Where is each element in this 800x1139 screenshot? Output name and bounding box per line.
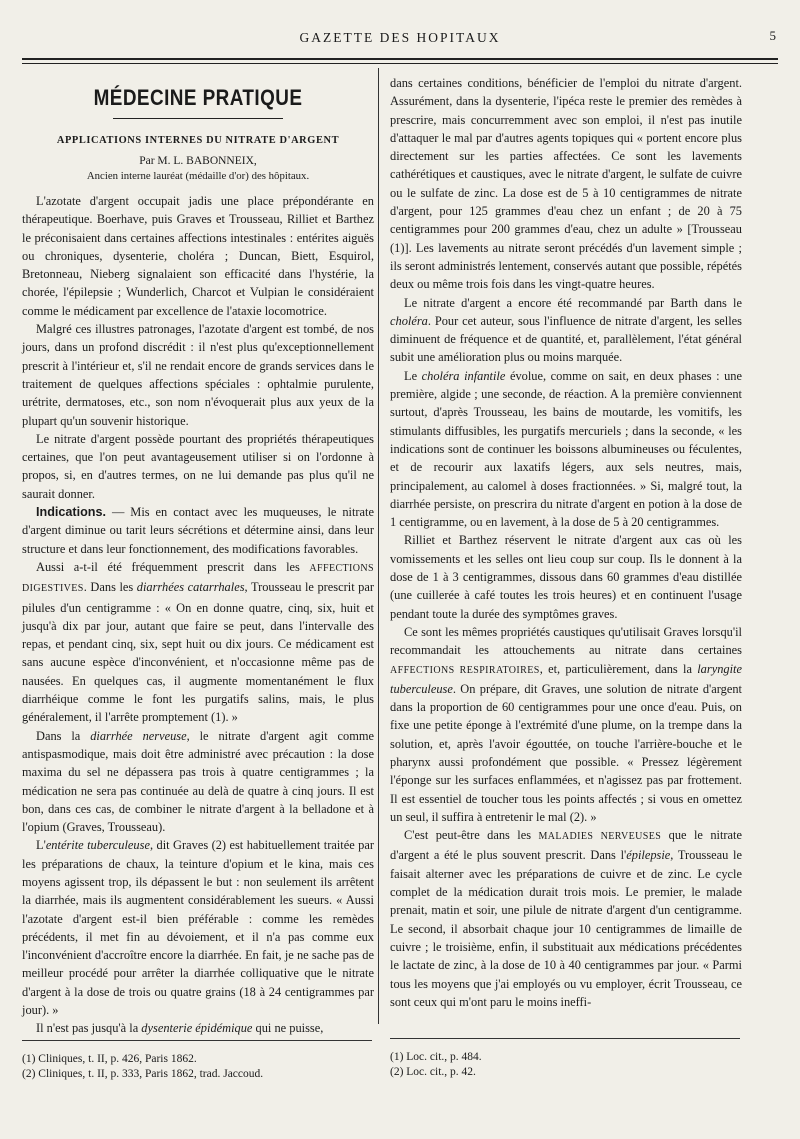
paragraph: Indications. — Mis en contact avec les muqueuses, le nitrate d'argent diminue ou tarit leurs sécrétions et détermine ainsi, dans leur structure et dans leur fonctionnement, des modifications favorables. [22, 505, 374, 556]
article-subtitle: APPLICATIONS INTERNES DU NITRATE D'ARGENT [56, 135, 340, 146]
column-separator [378, 68, 379, 1024]
running-header: GAZETTE DES HOPITAUX [299, 30, 501, 45]
author-byline: Par M. L. BABONNEIX, [139, 155, 257, 167]
paragraph: Malgré ces illustres patronages, l'azotate d'argent est tombé, de nos jours, dans un profond discrédit : il n'est plus qu'exceptionnellement prescrit à l'intérieur et, s'il ne rendait encore de grands services dans le traitement de quelques affections spéciales : ophtalmie purulente, urétrite, dermatoses, etc., son nom n'évoquerait plus aux yeux de la plupart qu'un souvenir historique. [22, 322, 374, 428]
left-column [22, 68, 374, 1038]
paragraph: L'azotate d'argent occupait jadis une place prépondérante en thérapeutique. Boerhave, puis Graves et Trousseau, Rilliet et Barthez le préconisaient dans certaines affections intestinales : entérites aiguës ou chroniques, dysenterie, choléra ; Duncan, Biett, Esquirol, Bretonneau, Nieberg signalaient son efficacité dans l'hystérie, la chorée, l'épilepsie ; Wunderlich, Charcot et Vulpian le considéraient comme le médicament par excellence de l'ataxie locomotrice. [22, 194, 374, 318]
footnotes-left [22, 1052, 263, 1082]
article-title: MÉDECINE PRATIQUE [93, 85, 303, 110]
paragraph: Le nitrate d'argent a encore été recommandé par Barth dans le choléra. Pour cet auteur, sous l'influence de nitrate d'argent, les selles diminuent de fréquence et de quantité, et, parallèlement, l'état général subit une amélioration plus ou moins marquée. [390, 295, 742, 365]
page-number: 5 [769, 28, 776, 43]
right-column [390, 74, 742, 1011]
paragraph: Rilliet et Barthez réservent le nitrate d'argent aux cas où les vomissements et les selles ont lieu coup sur coup. Ils le donnent à la dose de 1 à 3 centigrammes, dissous dans 60 grammes d'eau distillée (une cuillerée à café toutes les trois heures) et en continuent l'usage pendant toute la durée des symptômes graves. [390, 533, 742, 621]
paragraph: Aussi a-t-il été fréquemment prescrit dans les AFFECTIONS DIGESTIVES. Dans les diarrhées catarrhales, Trousseau le prescrit par pilules d'un centigramme : « On en donne quatre, cinq, six, huit et jusqu'à dix par jour, autant que faire se peut, dans l'intervalle des repas, et pendant cinq, six, sept huit ou dix jours. Ce médicament est sans aucune espèce d'inconvénient, et n'occasionne même pas de nausées. En quelques cas, il augmente momentanément le flux diarrhéique comme le font les purgatifs salins, mais, le plus généralement, il l'arrête promptement (1). » [22, 559, 375, 725]
paragraph: L'entérite tuberculeuse, dit Graves (2) est habituellement traitée par les préparations de chaux, la teinture d'opium et le kina, mais ces moyens agissent trop, ils dépassent le but : non seulement ils arrêtent la diarrhée, mais ils augmentent considérablement les sueurs. « Aussi l'azotate d'argent est-il bien préférable : comme les remèdes précédents, il met fin au dévoiement, et il n'a pas comme eux l'inconvénient d'accroître encore la diarrhée. En fait, je ne sache pas de meilleur procédé pour arrêter la diarrhée colliquative que le nitrate d'argent à la dose de trois ou quatre grains (18 à 24 centigrammes par jour). » [22, 838, 374, 1018]
footnote: (1) Loc. cit., p. 484. [390, 1051, 482, 1063]
paragraph: Le nitrate d'argent possède pourtant des propriétés thérapeutiques certaines, que l'on peut avantageusement utiliser si on l'ordonne à propos, si, en d'autres termes, on ne lui demande pas plus qu'il ne saurait donner. [22, 431, 374, 501]
paragraph: dans certaines conditions, bénéficier de l'emploi du nitrate d'argent. Assurément, dans la dysenterie, l'ipéca reste le premier des remèdes à prescrire, mais concurremment avec son emploi, il n'est pas inutile d'attaquer le mal par d'autres agents topiques qui « portent encore plus directement sur les parties affectées. Ce sont les lavements cathérétiques et caustiques, avec le nitrate d'argent, le sulfate de cuivre ou le sulfate de zinc. La dose est de 5 à 10 centigrammes de nitrate d'argent, pour 125 grammes d'eau chez un enfant ; de 20 à 75 centigrammes pour 200 grammes d'eau, chez un adulte » [Trousseau (1)]. Les lavements au nitrate seront précédés d'un lavement simple ; ils seront administrés lentement, conservés autant que possible, répétés deux ou même trois fois dans les vingt-quatre heures. [390, 76, 742, 292]
section-heading: Indications. [36, 505, 106, 520]
paragraph: C'est peut-être dans les MALADIES NERVEUSES que le nitrate d'argent a été le plus souvent prescrit. Dans l'épilepsie, Trousseau le faisait alterner avec les préparations de cuivre et de zinc. Le cycle complet de la médication durait trois mois. Le premier, le malade prenait, matin et soir, une pilule de nitrate d'argent d'un centigramme. Le second, il absorbait chaque jour 10 centigrammes de limaille de cuivre ; le troisième, enfin, il substituait aux médications précédentes le lactate de zinc, à la dose de 10 à 40 centigrammes par jour. « Parmi tous les moyens que j'ai employés ou vu employer, écrit Trousseau, ce sont ceux qui m'ont paru le moins ineffi- [390, 828, 743, 1009]
footnote: (2) Loc. cit., p. 42. [390, 1066, 476, 1078]
paragraph: Dans la diarrhée nerveuse, le nitrate d'argent agit comme antispasmodique, mais doit être administré avec précaution : la dose maxima du sel ne dépassera pas trois à quatre centigrammes ; la médication ne sera pas continuée au delà de quatre à cinq jours. Il est bon, dans ces cas, de combiner le nitrate d'argent à la belladone et à l'opium (Graves, Trousseau). [22, 728, 375, 835]
header-rule [22, 58, 778, 60]
paragraph: Il n'est pas jusqu'à la dysenterie épidémique qui ne puisse, [36, 1021, 324, 1036]
footnote-rule [390, 1038, 740, 1039]
footnotes-right [390, 1050, 482, 1080]
header-rule-thin [22, 63, 778, 64]
paragraph: Le choléra infantile évolue, comme on sait, en deux phases : une première, algide ; une seconde, de réaction. A la première conviennent surtout, d'après Trousseau, les bains de moutarde, les vomitifs, les stimulants diffusibles, les purgatifs mercuriels ; dans la seconde, « les indications sont de continuer les boissons albumineuses ou féculentes, et de recourir aux laxatifs légers, aux sels neutres, mais, principalement, au calomel à doses fractionnées. » Si, malgré tout, la diarrhée persiste, on prescrira du nitrate d'argent en potion à la dose de 1 centigramme, ou en lavement, à la dose de 5 à 20 centigrammes. [390, 368, 743, 530]
title-rule [113, 118, 283, 119]
footnote-rule [22, 1040, 372, 1041]
author-affiliation: Ancien interne lauréat (médaille d'or) des hôpitaux. [86, 170, 310, 182]
paragraph: Ce sont les mêmes propriétés caustiques qu'utilisait Graves lorsqu'il recommandait les attouchements au nitrate dans certaines AFFECTIONS RESPIRATOIRES, et, particulièrement, dans la laryngite tuberculeuse. On prépare, dit Graves, une solution de nitrate d'argent dans la proportion de 60 centigrammes pour une once d'eau. Puis, on fixe une petite éponge à l'extrémité d'une plume, on la trempe dans la solution, et, après l'avoir égouttée, on touche l'arrière-bouche et le pharynx aussi profondément que possible. « Pressez légèrement l'éponge sur les surfaces enflammées, et n'agissez pas par frottement. Il est essentiel de toucher tous les points affectés ; si vous en omettez un seul, il suffira à entretenir le mal (2). » [390, 624, 742, 824]
footnote: (2) Cliniques, t. II, p. 333, Paris 1862, trad. Jaccoud. [22, 1068, 264, 1080]
footnote: (1) Cliniques, t. II, p. 426, Paris 1862. [22, 1053, 197, 1065]
